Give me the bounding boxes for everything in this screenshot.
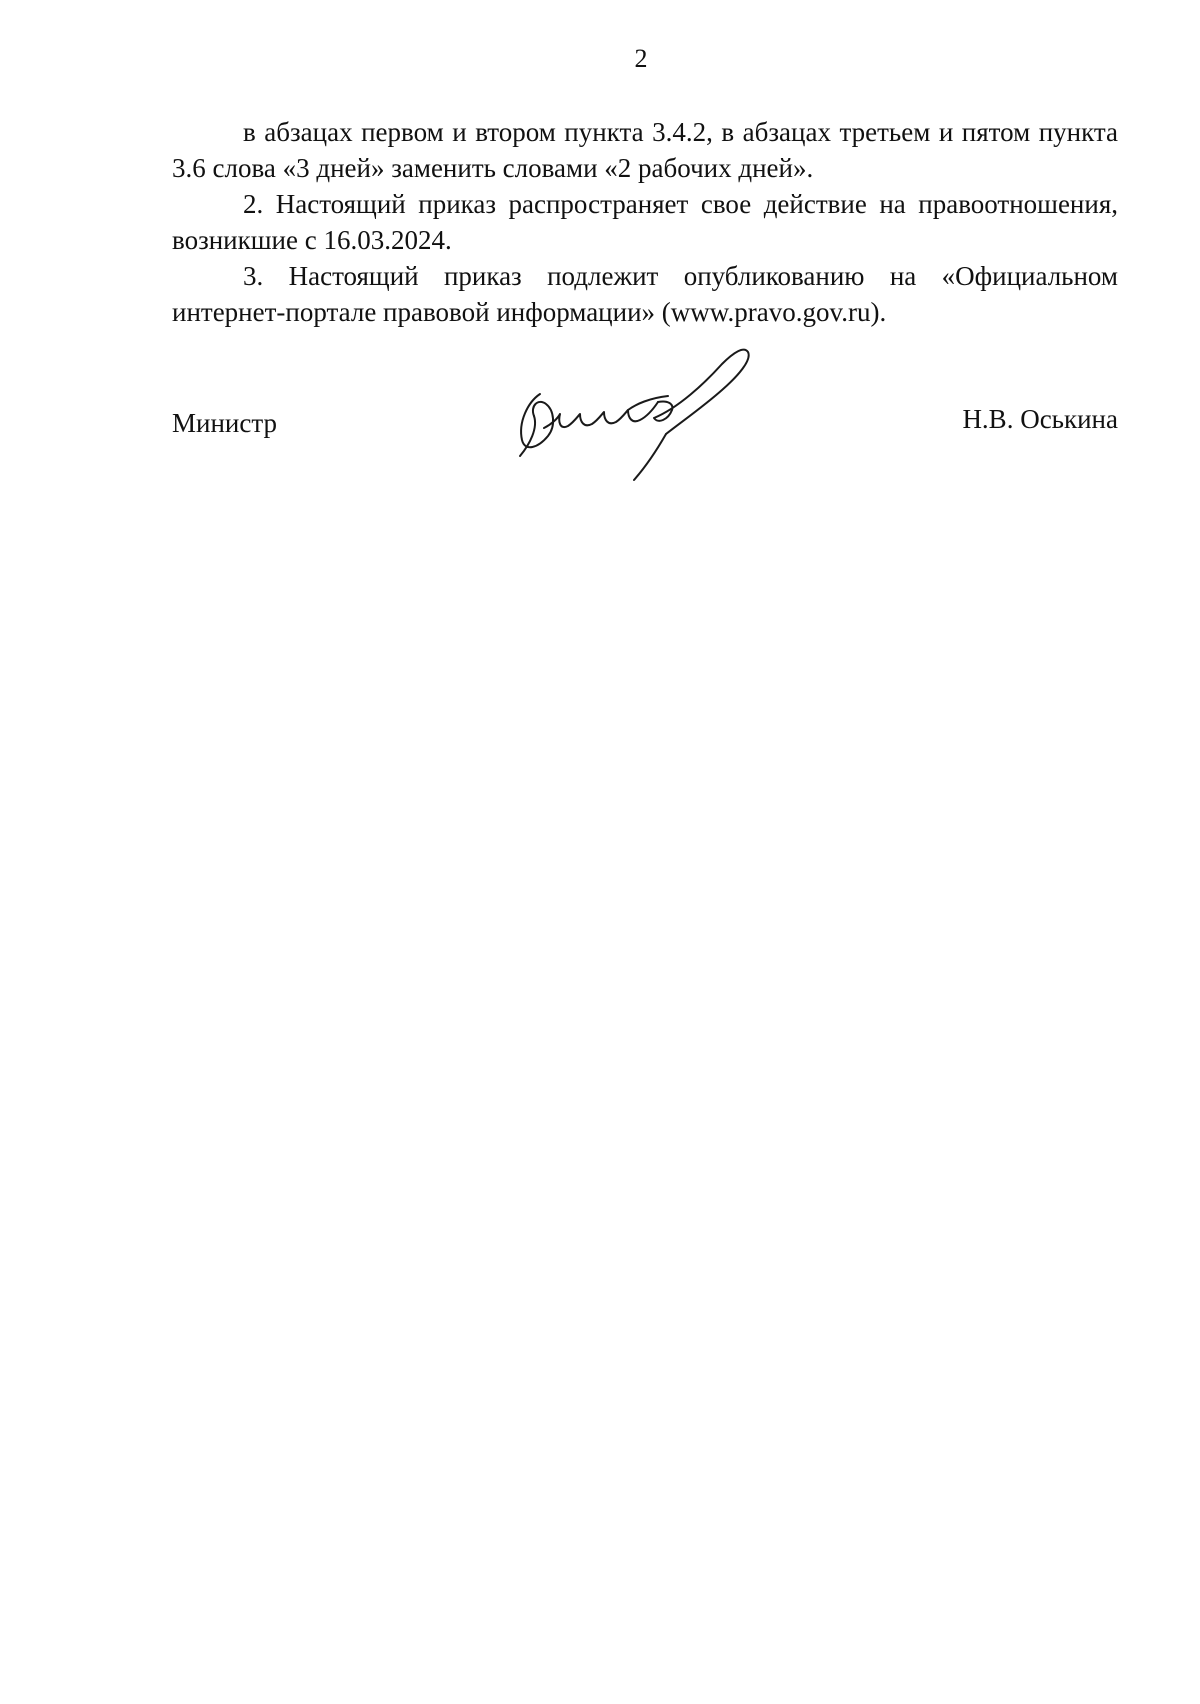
document-body [172, 114, 1118, 330]
signatory-name: Н.В. Оськина [962, 404, 1118, 434]
handwritten-signature [508, 344, 770, 484]
paragraph-amendment: в абзацах первом и втором пункта 3.4.2, в абзацах третьем и пятом пункта 3.6 слова «3 дней» заменить словами «2 рабочих дней». [172, 117, 1118, 183]
paragraph-publication: 3. Настоящий приказ подлежит опубликованию на «Официальном интернет-портале правовой информации» (www.pravo.gov.ru). [172, 261, 1118, 327]
signatory-title: Министр [172, 408, 277, 438]
page-number: 2 [634, 44, 648, 73]
paragraph-effective-date: 2. Настоящий приказ распространяет свое действие на правоотношения, возникшие с 16.03.2024. [172, 189, 1118, 255]
